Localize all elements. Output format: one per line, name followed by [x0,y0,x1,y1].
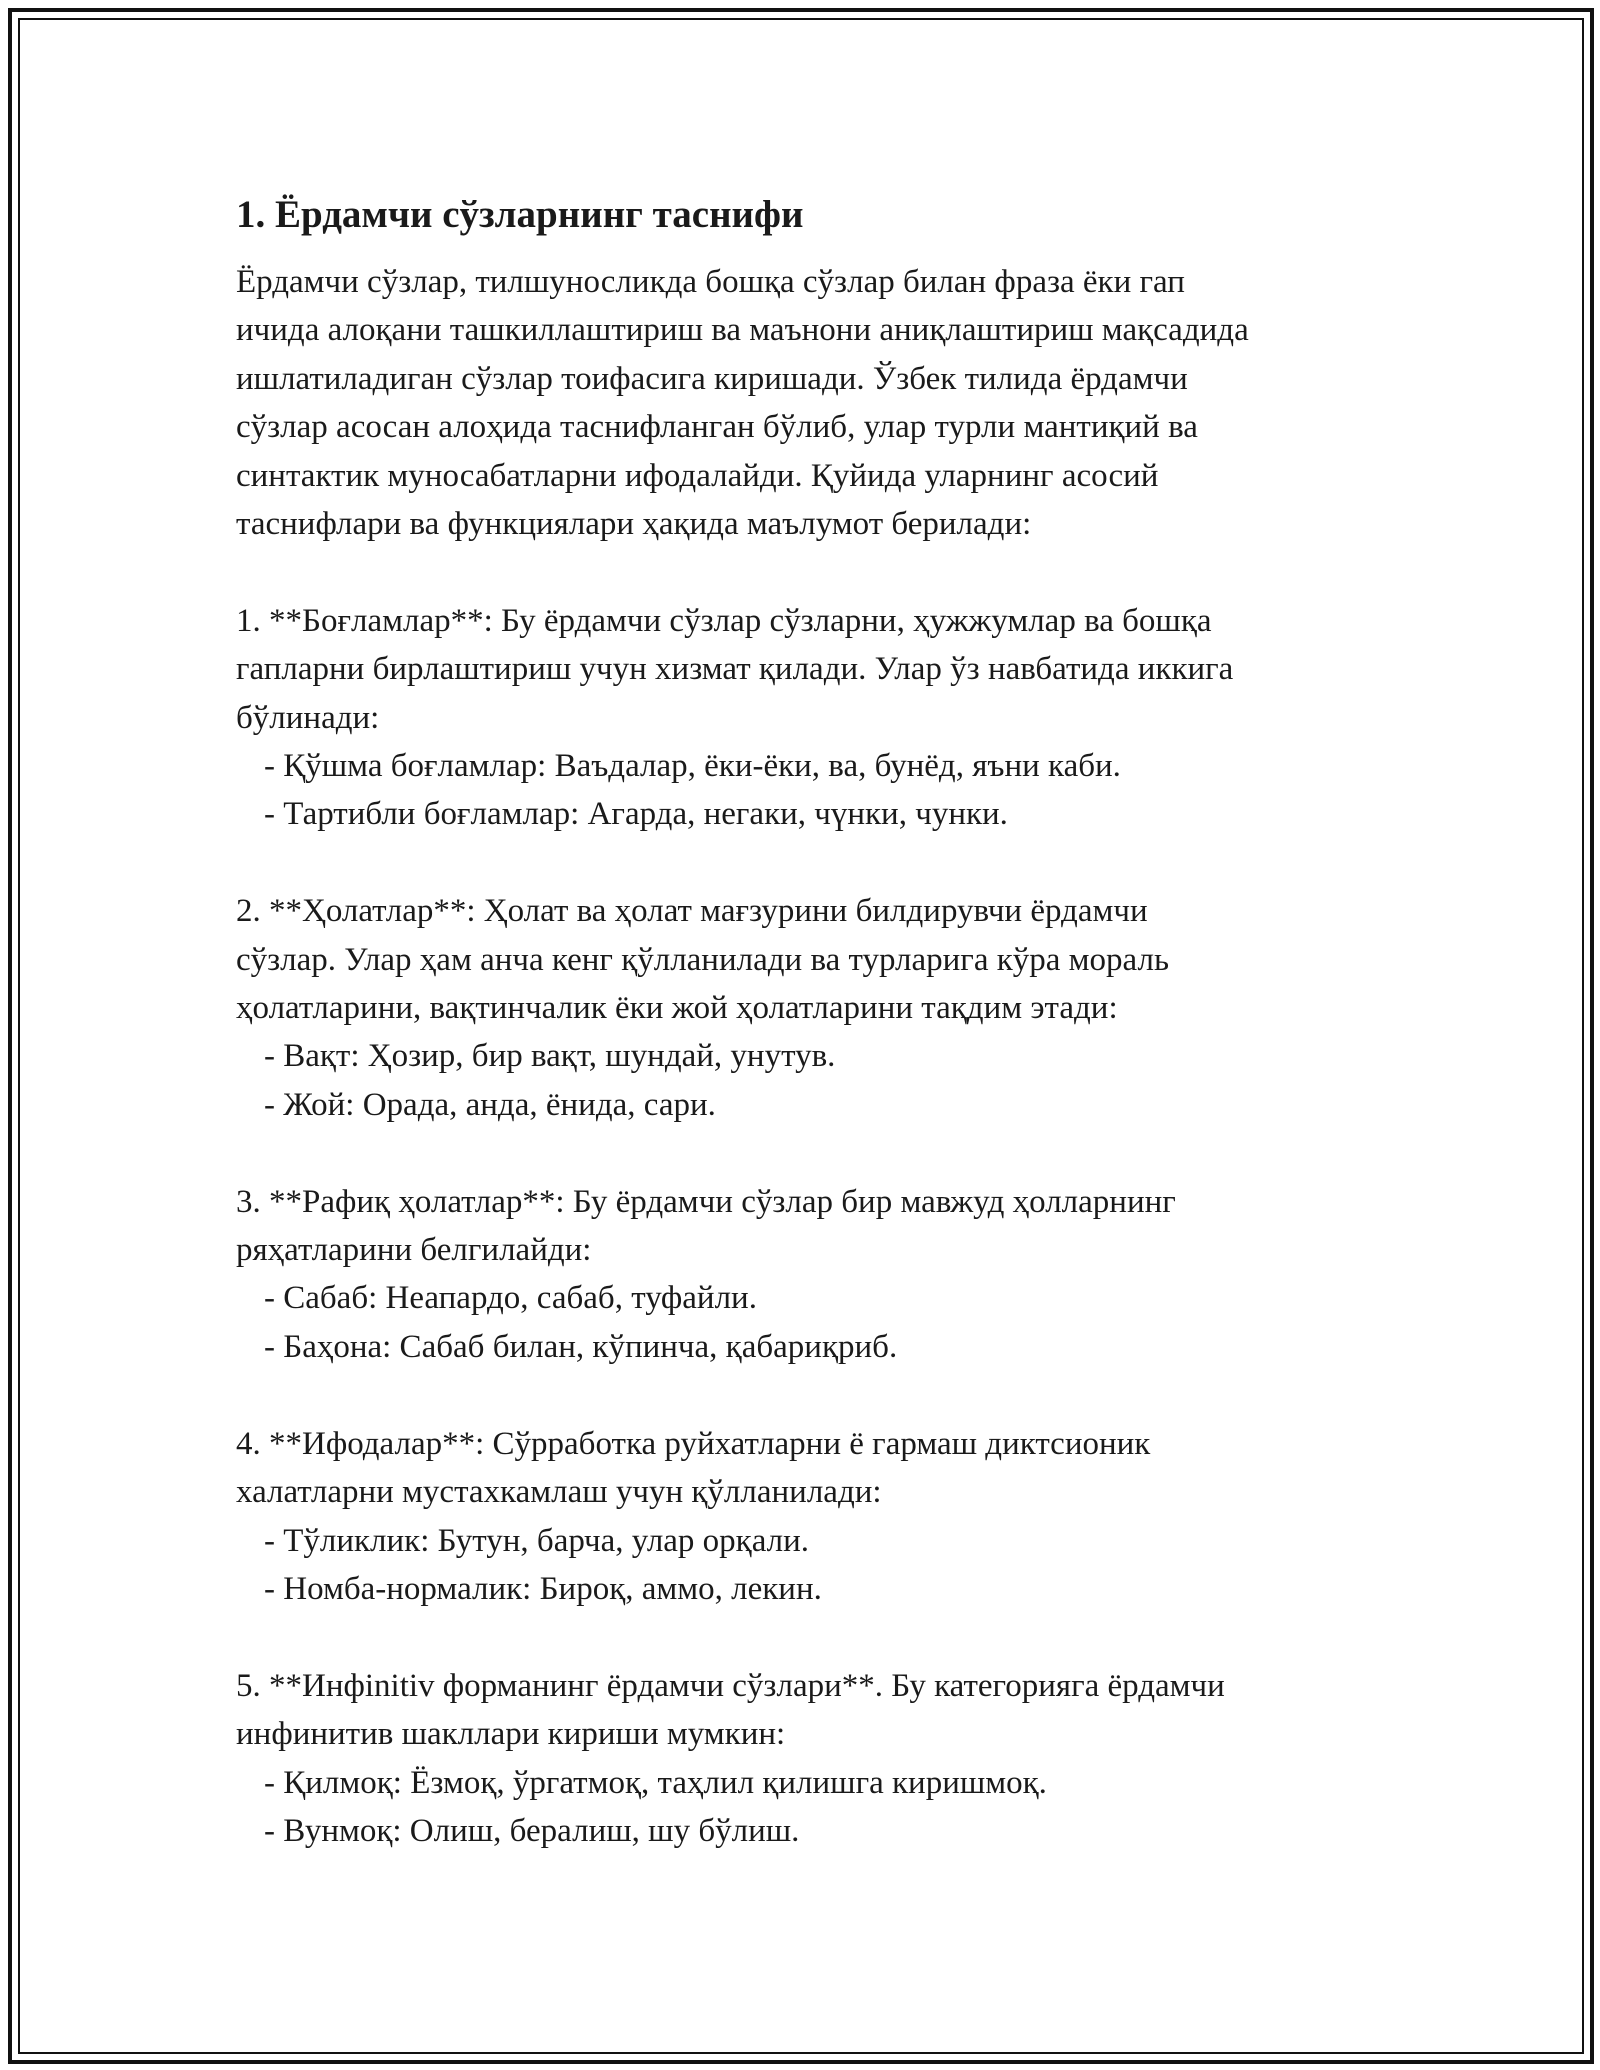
spacer [236,1613,1376,1661]
bullet-list [236,1032,1376,1129]
section-text: 3. **Рафиқ ҳолатлар**: Бу ёрдамчи сўзлар бир мавжуд ҳолларнинг ряҳатларини белгилайди: [236,1183,1176,1269]
section-states [236,887,1376,1129]
list-item: - Вақт: Ҳозир, бир вақт, шундай, унутув. [264,1038,836,1075]
list-item: - Қилмоқ: Ёзмоқ, ўргатмоқ, таҳлил қилишга киришмоқ. [264,1764,1047,1801]
section-infinitive [236,1662,1376,1856]
list-item: - Номба-нормалик: Бироқ, аммо, лекин. [264,1570,822,1607]
bullet-list [236,1517,1376,1614]
section-text: 1. **Боғламлар**: Бу ёрдамчи сўзлар сўзларни, ҳужжумлар ва бошқа гапларни бирлаштириш учун хизмат қилади. Улар ўз навбатида иккига бўлинади: [236,602,1234,736]
spacer [236,1129,1376,1177]
intro-paragraph: Ёрдамчи сўзлар, тилшуносликда бошқа сўзлар билан фраза ёки гап ичида алоқани ташкиллаштириш ва маънони аниқлаштириш мақсадида ишлатиладиган сўзлар тоифасига киришади. Ўзбек тилида ёрдамчи сўзлар асосан алоҳида таснифланган бўлиб, улар турли мантиқий ва синтактик муносабатларни ифодалайди. Қуйида уларнинг асосий таснифлари ва функциялари ҳақида маълумот берилади: [236,264,1249,543]
section-text: 5. **Инфinitiv форманинг ёрдамчи сўзлари**. Бу категорияга ёрдамчи инфинитив шакллари кириши мумкин: [236,1667,1225,1753]
section-conjunctions [236,597,1376,839]
list-item: - Сабаб: Неапардо, сабаб, туфайли. [264,1280,757,1317]
bullet-list [236,1759,1376,1856]
list-item: - Қўшма боғламлар: Ваъдалар, ёки-ёки, ва, бунёд, яъни каби. [264,748,1121,785]
list-item: - Тўликлик: Бутун, барча, улар орқали. [264,1522,810,1559]
document-heading: 1. Ёрдамчи сўзларнинг таснифи [236,193,804,236]
section-companion-states [236,1178,1376,1372]
bullet-list [236,1274,1376,1371]
section-expressions [236,1420,1376,1614]
spacer [236,1371,1376,1419]
spacer [236,548,1376,596]
section-text: 2. **Ҳолатлар**: Ҳолат ва ҳолат мағзурини билдирувчи ёрдамчи сўзлар. Улар ҳам анча кенг қўлланилади ва турларига кўра мораль ҳолатларини, вақтинчалик ёки жой ҳолатларини тақдим этади: [236,893,1170,1027]
section-text: 4. **Ифодалар**: Сўрработка руйхатларни ё гармаш диктсионик халатларни мустахкамлаш учун қўлланилади: [236,1425,1151,1511]
spacer [236,839,1376,887]
list-item: - Жой: Орада, анда, ёнида, сари. [264,1086,716,1123]
list-item: - Тартибли боғламлар: Агарда, негаки, чүнки, чунки. [264,796,1008,833]
document-body [236,186,1376,1855]
list-item: - Вунмоқ: Олиш, бералиш, шу бўлиш. [264,1812,800,1849]
list-item: - Баҳона: Сабаб билан, кўпинча, қабариқриб. [264,1328,898,1365]
bullet-list [236,742,1376,839]
